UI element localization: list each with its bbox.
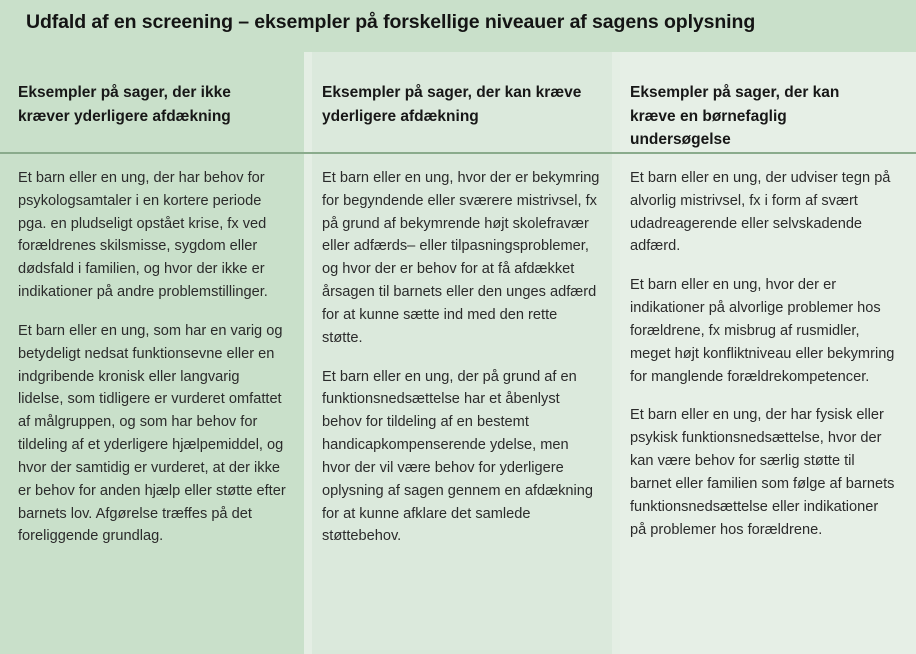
column-1-paragraph: Et barn eller en ung, som har en varig og betydeligt nedsat funktionsevne eller en indgribende kronisk eller langvarig lidelse, som tidligere er vurderet omfattet af målgruppen, og som har behov for tildeling af et yderligere hjælpemiddel, og hvor der samtidig er vurderet, at der ikke er behov for anden hjælp eller støtte efter barnets lov. Afgørelse træffes på det foreliggende grundlag. bbox=[18, 322, 286, 545]
column-header-cell-3 bbox=[620, 52, 916, 152]
column-header-cell-2 bbox=[312, 52, 612, 152]
column-header-label-3: Eksempler på sager, der kan kræve en børnefaglig undersøgelse bbox=[630, 84, 840, 149]
column-2-paragraph: Et barn eller en ung, hvor der er bekymring for begyndende eller sværere mistrivsel, fx på grund af bekymrende højt skolefravær eller adfærds– eller tilpasningsproblemer, og hvor der er behov for at få afdækket årsagen til barnets eller den unges adfærd for at kunne sætte ind med den rette støtte. bbox=[322, 170, 600, 346]
column-header-label-2: Eksempler på sager, der kan kræve yderligere afdækning bbox=[322, 84, 582, 125]
header-divider bbox=[0, 152, 916, 154]
page-title: Udfald af en screening – eksempler på forskellige niveauer af sagens oplysning bbox=[26, 11, 756, 33]
column-body-cell-1 bbox=[0, 154, 304, 650]
title-band bbox=[0, 0, 916, 52]
column-body-cell-2 bbox=[312, 154, 612, 650]
column-header-cell-1 bbox=[0, 52, 304, 152]
column-3-paragraph: Et barn eller en ung, der udviser tegn på alvorlig mistrivsel, fx i form af svært udadreagerende eller selvskadende adfærd. bbox=[630, 170, 891, 255]
column-3-paragraph: Et barn eller en ung, der har fysisk eller psykisk funktionsnedsættelse, hvor der kan være behov for særlig støtte til barnet eller familien som følge af barnets funktionsnedsættelse eller indikationer på problemer hos forældrene. bbox=[630, 407, 895, 538]
column-header-label-1: Eksempler på sager, der ikke kræver yderligere afdækning bbox=[18, 84, 231, 125]
column-1-paragraph: Et barn eller en ung, der har behov for psykologsamtaler i en kortere periode pga. en pludseligt opstået krise, fx ved forældrenes skilsmisse, sygdom eller dødsfald i familien, og hvor der ikke er indikationer på andre problemstillinger. bbox=[18, 170, 268, 301]
column-2-paragraph: Et barn eller en ung, der på grund af en funktionsnedsættelse har et åbenlyst behov for tildeling af en bestemt handicapkompenserende ydelse, men hvor der vil være behov for yderligere oplysning af sagen gennem en afdækning for at kunne afklare det samlede støttebehov. bbox=[322, 368, 593, 545]
table-body-row bbox=[0, 154, 916, 654]
column-3-paragraph: Et barn eller en ung, hvor der er indikationer på alvorlige problemer hos forældrene, fx misbrug af rusmidler, meget højt konfliktniveau eller bekymring for manglende forældrekompetencer. bbox=[630, 277, 895, 385]
column-body-cell-3 bbox=[620, 154, 916, 654]
table-header-row bbox=[0, 52, 916, 152]
